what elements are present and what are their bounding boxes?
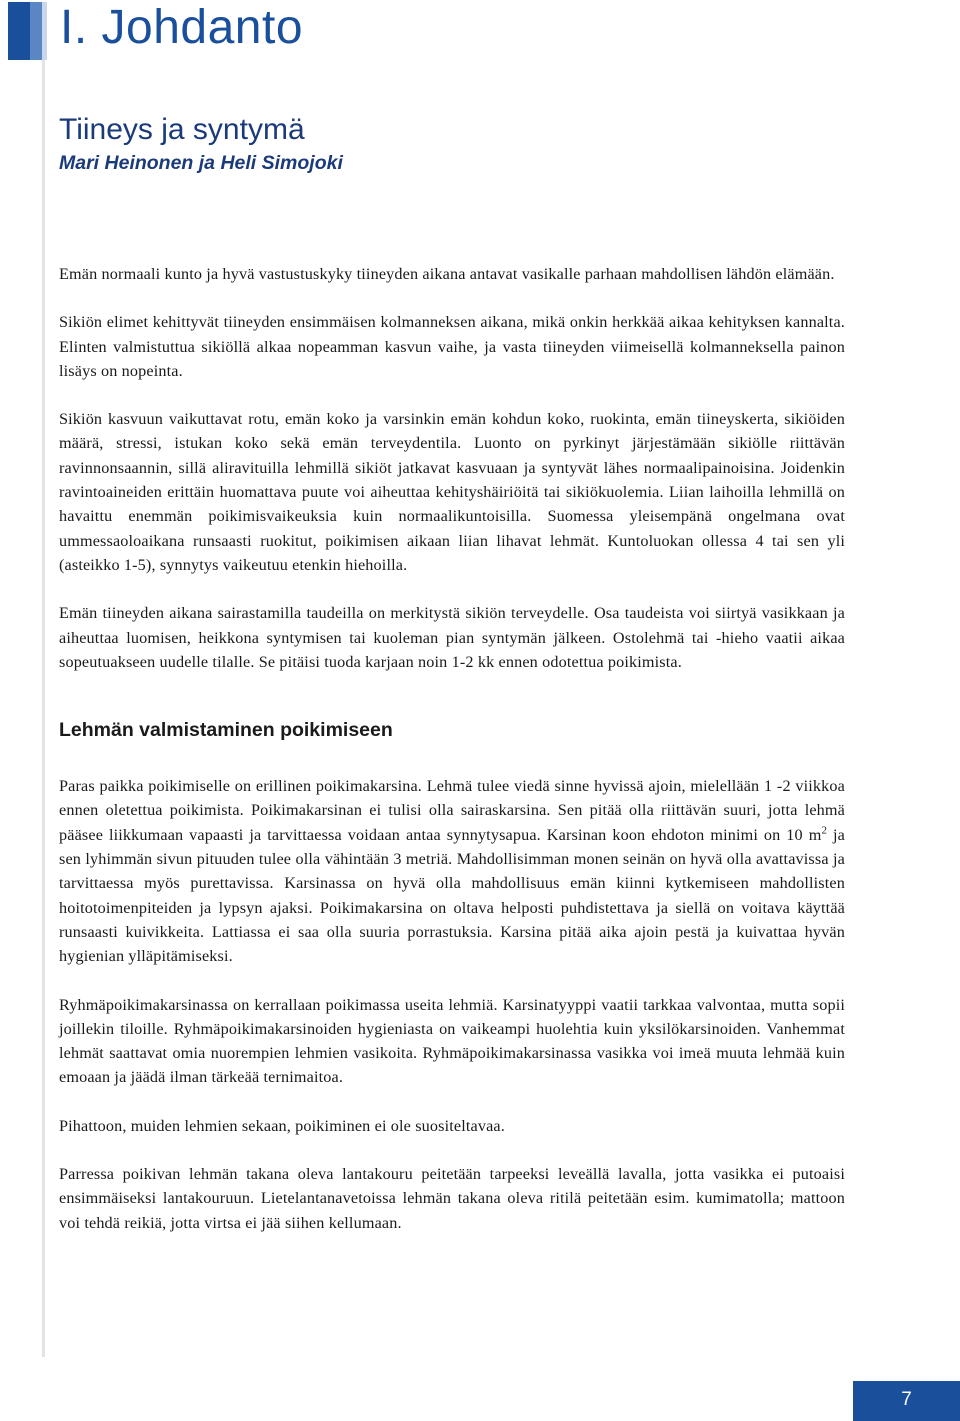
- page-content: [59, 112, 845, 1235]
- chapter-marker-mid: [30, 2, 42, 60]
- paragraph-text: Paras paikka poikimiselle on erillinen poikimakarsina. Lehmä tulee viedä sinne hyvissä ajoin, mielellään 1 -2 viikkoa ennen oletettua poikimista. Poikimakarsinan ei tulisi olla sairaskarsina. Sen pitää olla riittävän suuri, jotta lehmä pääsee liikkumaan vapaasti ja tarvittaessa voidaan antaa synnytysapua. Karsinan koon ehdoton minimi on 10 m: [59, 777, 845, 844]
- paragraph: [59, 774, 845, 968]
- paragraph: Emän tiineyden aikana sairastamilla taudeilla on merkitystä sikiön terveydelle. Osa taudeista voi siirtyä vasikkaan ja aiheuttaa luomisen, heikkona syntymisen tai kuoleman pian syntymän jälkeen. Ostolehmä tai -hieho vaatii aikaa sopeutuakseen uudelle tilalle. Se pitäisi tuoda karjaan noin 1-2 kk ennen odotettua poikimista.: [59, 604, 845, 671]
- page-number: 7: [901, 1389, 912, 1410]
- chapter-marker-light: [42, 2, 47, 60]
- paragraph: Parressa poikivan lehmän takana oleva lantakouru peitetään tarpeeksi leveällä lavalla, jotta vasikka ei putoaisi ensimmäiseksi lantakouruun. Lietelantanavetoissa lehmän takana oleva ritilä peitetään esim. kumimatolla; mattoon voi tehdä reikiä, jotta virtsa ei jää siihen kellumaan.: [59, 1165, 845, 1232]
- paragraph: Sikiön elimet kehittyvät tiineyden ensimmäisen kolmanneksen aikana, mikä onkin herkkää aikaa kehityksen kannalta. Elinten valmistuttua sikiöllä alkaa nopeamman kasvun vaihe, ja vasta tiineyden viimeisellä kolmanneksella painon lisäys on nopeinta.: [59, 313, 845, 380]
- superscript: 2: [821, 824, 828, 837]
- paragraph: Pihattoon, muiden lehmien sekaan, poikiminen ei ole suositeltavaa.: [59, 1116, 505, 1135]
- page-number-box: [853, 1381, 960, 1421]
- chapter-title: I. Johdanto: [60, 1, 304, 54]
- paragraph: Emän normaali kunto ja hyvä vastustuskyky tiineyden aikana antavat vasikalle parhaan mahdollisen lähdön elämään.: [59, 265, 835, 283]
- chapter-marker: [0, 0, 47, 60]
- section-authors: Mari Heinonen ja Heli Simojoki: [59, 152, 343, 174]
- section-title: Tiineys ja syntymä: [59, 113, 305, 146]
- paragraph: Sikiön kasvuun vaikuttavat rotu, emän koko ja varsinkin emän kohdun koko, ruokinta, emän tiineyskerta, sikiöiden määrä, stressi, istukan koko sekä emän terveydentila. Luonto on pyrkinyt järjestämään sikiölle riittävän ravinnonsaannin, sillä aliravituilla lehmillä sikiöt jatkavat kasvuaan ja syntyvät lähes normaalipainoisina. Joidenkin ravintoaineiden erittäin huomattava puute voi aiheuttaa kehityshäiriöitä tai sikiökuolemia. Liian laihoilla lehmillä on havaittu enemmän poikimisvaikeuksia kuin normaalikuntoisilla. Suomessa yleisempänä ongelmana ovat ummessaoloaikana runsaasti ruokitut, poikimisen aikaan liian lihavat lehmät. Kuntoluokan ollessa 4 tai sen yli (asteikko 1-5), synnytys vaikeutuu etenkin hiehoilla.: [59, 410, 845, 574]
- chapter-marker-dark: [8, 2, 30, 60]
- margin-rule: [42, 60, 45, 1357]
- paragraph: Ryhmäpoikimakarsinassa on kerrallaan poikimassa useita lehmiä. Karsinatyyppi vaatii tarkkaa valvontaa, mutta sopii joillekin tiloille. Ryhmäpoikimakarsinoiden hygieniasta on vaikeampi huolehtia kuin yksilökarsinoiden. Vanhemmat lehmät saattavat omia nuorempien lehmien vasikoita. Ryhmäpoikimakarsinassa vasikka voi imeä muuta lehmää kuin emoaan ja jäädä ilman tärkeää ternimaitoa.: [59, 995, 845, 1087]
- subsection-title: Lehmän valmistaminen poikimiseen: [59, 719, 393, 742]
- paragraph-text: ja sen lyhimmän sivun pituuden tulee olla vähintään 3 metriä. Mahdollisimman monen seinän on hyvä olla avattavissa ja tarvittaessa myös purettavissa. Karsinassa on hyvä olla mahdollisuus emän kiinni kytkemiseen mahdollisten hoitotoimenpiteiden ja lypsyn ajaksi. Poikimakarsina on oltava helposti puhdistettava ja siellä on voitava käyttää runsaasti kuivikkeita. Lattiassa ei saa olla suuria porrastuksia. Karsina pitää aika ajoin pestä ja kuivattaa hyvän hygienian ylläpitämiseksi.: [59, 825, 846, 966]
